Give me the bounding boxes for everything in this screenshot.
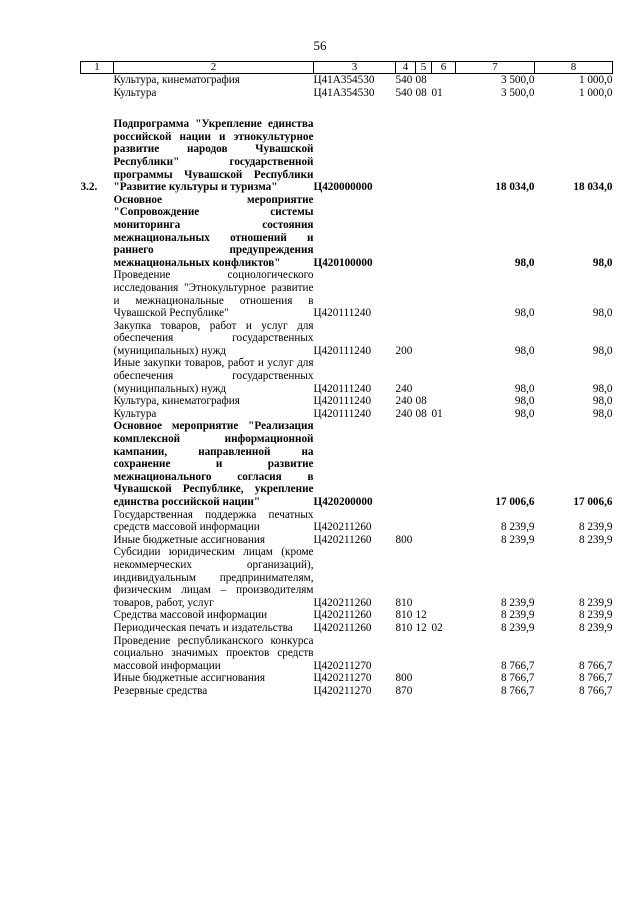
expense-type-cell — [396, 269, 416, 319]
target-code-cell: Ц420111240 — [313, 382, 372, 395]
amount-cell: 1 000,0 — [578, 86, 613, 99]
amount-cell: 98,0 — [514, 256, 535, 269]
expense-type-cell: 810 — [395, 609, 413, 622]
row-number-cell — [81, 87, 114, 100]
target-code-cell: Ц420211260 — [313, 596, 372, 609]
subsection-cell — [432, 685, 456, 698]
amount-cell: 98,0 — [592, 307, 613, 320]
expense-type-cell: 810 — [395, 621, 413, 634]
target-code-cell: Ц420211270 — [313, 684, 372, 697]
target-code-cell: Ц420211260 — [313, 609, 372, 622]
section-cell — [416, 546, 432, 609]
column-header: 1 — [81, 62, 114, 74]
row-number-cell — [81, 546, 114, 609]
budget-table — [80, 61, 613, 698]
amount-cell: 98,0 — [592, 382, 613, 395]
row-name-cell: Иные бюджетные ассигнования — [113, 533, 265, 546]
target-code-cell: Ц420211270 — [313, 672, 372, 685]
amount-cell: 1 000,0 — [578, 74, 613, 86]
amount-cell: 8 766,7 — [500, 672, 535, 685]
target-code-cell: Ц420100000 — [313, 256, 373, 269]
amount-cell: 8 766,7 — [500, 659, 535, 672]
amount-cell: 18 034,0 — [573, 181, 613, 194]
table-row — [81, 87, 613, 100]
row-name-cell: Иные закупки товаров, работ и услуг для обеспечения государственных (муниципальных) нужд — [113, 357, 314, 395]
row-name-cell: Культура, кинематография — [113, 395, 240, 408]
amount-cell: 8 766,7 — [500, 684, 535, 697]
subsection-cell — [432, 118, 456, 194]
amount-cell: 3 500,0 — [500, 74, 535, 86]
table-row — [81, 622, 613, 635]
section-cell — [416, 509, 432, 534]
amount-cell: 98,0 — [592, 395, 613, 408]
table-row — [81, 546, 613, 609]
row-number-cell — [81, 74, 114, 87]
section-cell — [416, 672, 432, 685]
row-name-cell: Основное мероприятие "Реализация комплексной информационной кампании, направленной на сохранение и развитие межнационального согласия в Чувашской Республике, укрепление единства российской нации" — [113, 420, 314, 508]
target-code-cell: Ц420200000 — [313, 496, 373, 508]
row-name-cell: Закупка товаров, работ и услуг для обеспечения государственных (муниципальных) нужд — [113, 319, 314, 357]
column-header: 7 — [456, 62, 535, 74]
subsection-cell — [432, 269, 456, 319]
spacer-row — [81, 99, 613, 118]
amount-cell: 98,0 — [514, 307, 535, 320]
expense-type-cell — [396, 118, 416, 194]
section-cell — [416, 685, 432, 698]
row-name-cell: Проведение социологического исследования "Этнокультурное развитие и межнациональные отношения в Чувашской Республике" — [113, 269, 314, 320]
table-row — [81, 269, 613, 319]
amount-cell: 8 239,9 — [500, 521, 535, 534]
row-name-cell: Субсидии юридическим лицам (кроме некоммерческих организаций), индивидуальным предпринимателям, физическим лицам – производителям товаров, работ, услуг — [113, 546, 314, 609]
section-cell: 08 — [415, 395, 427, 408]
row-number-cell — [81, 672, 114, 685]
section-cell: 08 — [415, 86, 427, 99]
table-row — [81, 357, 613, 395]
table-row — [81, 509, 613, 534]
table-row — [81, 320, 613, 358]
expense-type-cell — [396, 509, 416, 534]
expense-type-cell — [396, 420, 416, 508]
target-code-cell: Ц420111240 — [313, 344, 372, 357]
column-header: 6 — [432, 62, 456, 74]
row-name-cell: Культура, кинематография — [113, 74, 240, 86]
table-row — [81, 395, 613, 408]
amount-cell: 17 006,6 — [495, 496, 535, 508]
subsection-cell: 01 — [431, 407, 443, 420]
row-number-cell — [81, 357, 114, 395]
column-header: 3 — [314, 62, 396, 74]
amount-cell: 3 500,0 — [500, 86, 535, 99]
subsection-cell — [432, 357, 456, 395]
section-cell — [416, 534, 432, 547]
amount-cell: 8 766,7 — [578, 659, 613, 672]
subsection-cell — [432, 534, 456, 547]
expense-type-cell: 540 — [395, 74, 413, 86]
target-code-cell: Ц420211260 — [313, 621, 372, 634]
target-code-cell: Ц420111240 — [313, 307, 372, 320]
target-code-cell: Ц41А354530 — [313, 86, 375, 99]
table-row — [81, 74, 613, 87]
section-cell — [416, 320, 432, 358]
row-number-cell — [81, 420, 114, 508]
expense-type-cell — [396, 635, 416, 673]
row-name-cell: Проведение республиканского конкурса социально значимых проектов средств массовой информации — [113, 634, 314, 672]
expense-type-cell — [396, 194, 416, 270]
row-number-cell — [81, 685, 114, 698]
section-cell: 08 — [415, 407, 427, 420]
subsection-cell: 01 — [431, 86, 443, 99]
amount-cell: 98,0 — [514, 344, 535, 357]
row-number-cell — [81, 408, 114, 421]
expense-type-cell: 800 — [395, 533, 413, 546]
row-number-cell — [81, 635, 114, 673]
amount-cell: 18 034,0 — [495, 181, 535, 194]
section-cell — [416, 635, 432, 673]
spacer-cell — [81, 99, 613, 118]
subsection-cell — [432, 509, 456, 534]
target-code-cell: Ц420211260 — [313, 533, 372, 546]
table-row — [81, 672, 613, 685]
row-name-cell: Подпрограмма "Укрепление единства российской нации и этнокультурное развитие народов Чувашской Республики" государственной программы Чувашской Республики "Развитие культуры и туризма" — [113, 118, 314, 194]
amount-cell: 8 239,9 — [500, 621, 535, 634]
expense-type-cell: 200 — [395, 344, 413, 357]
table-row — [81, 194, 613, 270]
section-cell — [416, 194, 432, 270]
target-code-cell: Ц420000000 — [313, 181, 373, 194]
section-cell — [416, 269, 432, 319]
subsection-cell — [432, 672, 456, 685]
column-header: 2 — [114, 62, 314, 74]
row-number-cell — [81, 509, 114, 534]
amount-cell: 98,0 — [514, 407, 535, 420]
row-name-cell: Резервные средства — [113, 684, 208, 697]
section-cell — [416, 420, 432, 508]
column-header-row — [81, 62, 613, 74]
section-cell — [416, 118, 432, 194]
row-name-cell: Основное мероприятие "Сопровождение системы мониторинга состояния межнациональных отношений и раннего предупреждения межнациональных конфликтов" — [113, 193, 314, 269]
target-code-cell: Ц420111240 — [313, 407, 372, 420]
column-header: 4 — [396, 62, 416, 74]
subsection-cell — [432, 546, 456, 609]
row-number-cell — [81, 194, 114, 270]
row-name-cell: Средства массовой информации — [113, 609, 268, 622]
expense-type-cell: 240 — [395, 382, 413, 395]
subsection-cell: 02 — [431, 621, 443, 634]
amount-cell: 8 239,9 — [500, 596, 535, 609]
subsection-cell — [432, 194, 456, 270]
target-code-cell: Ц420211260 — [313, 521, 372, 534]
subsection-cell — [432, 420, 456, 508]
table-row — [81, 118, 613, 194]
expense-type-cell: 240 — [395, 395, 413, 408]
section-cell — [416, 357, 432, 395]
amount-cell: 98,0 — [592, 256, 613, 269]
amount-cell: 8 239,9 — [500, 609, 535, 622]
amount-cell: 8 239,9 — [578, 533, 613, 546]
row-name-cell: Культура — [113, 86, 157, 99]
subsection-cell — [432, 635, 456, 673]
table-row — [81, 609, 613, 622]
table-row — [81, 420, 613, 508]
amount-cell: 98,0 — [592, 344, 613, 357]
amount-cell: 98,0 — [514, 382, 535, 395]
table-row — [81, 685, 613, 698]
row-name-cell: Культура — [113, 407, 157, 420]
column-header: 8 — [535, 62, 613, 74]
amount-cell: 8 766,7 — [578, 684, 613, 697]
row-number-cell — [81, 609, 114, 622]
amount-cell: 8 239,9 — [500, 533, 535, 546]
expense-type-cell: 240 — [395, 407, 413, 420]
amount-cell: 8 239,9 — [578, 521, 613, 534]
row-number-cell: 3.2. — [80, 181, 98, 194]
table-row — [81, 534, 613, 547]
table-row — [81, 635, 613, 673]
row-number-cell — [81, 622, 114, 635]
amount-cell: 98,0 — [592, 407, 613, 420]
row-name-cell: Периодическая печать и издательства — [113, 621, 293, 634]
page-number: 56 — [313, 38, 327, 53]
column-header: 5 — [416, 62, 432, 74]
subsection-cell — [432, 320, 456, 358]
amount-cell: 8 239,9 — [578, 609, 613, 622]
subsection-cell — [432, 609, 456, 622]
row-name-cell: Иные бюджетные ассигнования — [113, 672, 265, 685]
amount-cell: 8 239,9 — [578, 621, 613, 634]
expense-type-cell: 870 — [395, 684, 413, 697]
amount-cell: 98,0 — [514, 395, 535, 408]
row-number-cell — [81, 534, 114, 547]
row-number-cell — [81, 269, 114, 319]
section-cell: 12 — [415, 621, 427, 634]
subsection-cell — [432, 395, 456, 408]
target-code-cell: Ц420111240 — [313, 395, 372, 408]
table-row — [81, 408, 613, 421]
target-code-cell: Ц41А354530 — [313, 74, 375, 86]
expense-type-cell: 800 — [395, 672, 413, 685]
row-name-cell: Государственная поддержка печатных средств массовой информации — [113, 508, 314, 534]
expense-type-cell: 540 — [395, 86, 413, 99]
amount-cell: 17 006,6 — [573, 496, 613, 508]
target-code-cell: Ц420211270 — [313, 659, 372, 672]
section-cell: 12 — [415, 609, 427, 622]
row-number-cell — [81, 320, 114, 358]
amount-cell: 8 766,7 — [578, 672, 613, 685]
amount-cell: 8 239,9 — [578, 596, 613, 609]
subsection-cell — [432, 74, 456, 87]
section-cell: 08 — [415, 74, 427, 86]
row-number-cell — [81, 395, 114, 408]
expense-type-cell: 810 — [395, 596, 413, 609]
